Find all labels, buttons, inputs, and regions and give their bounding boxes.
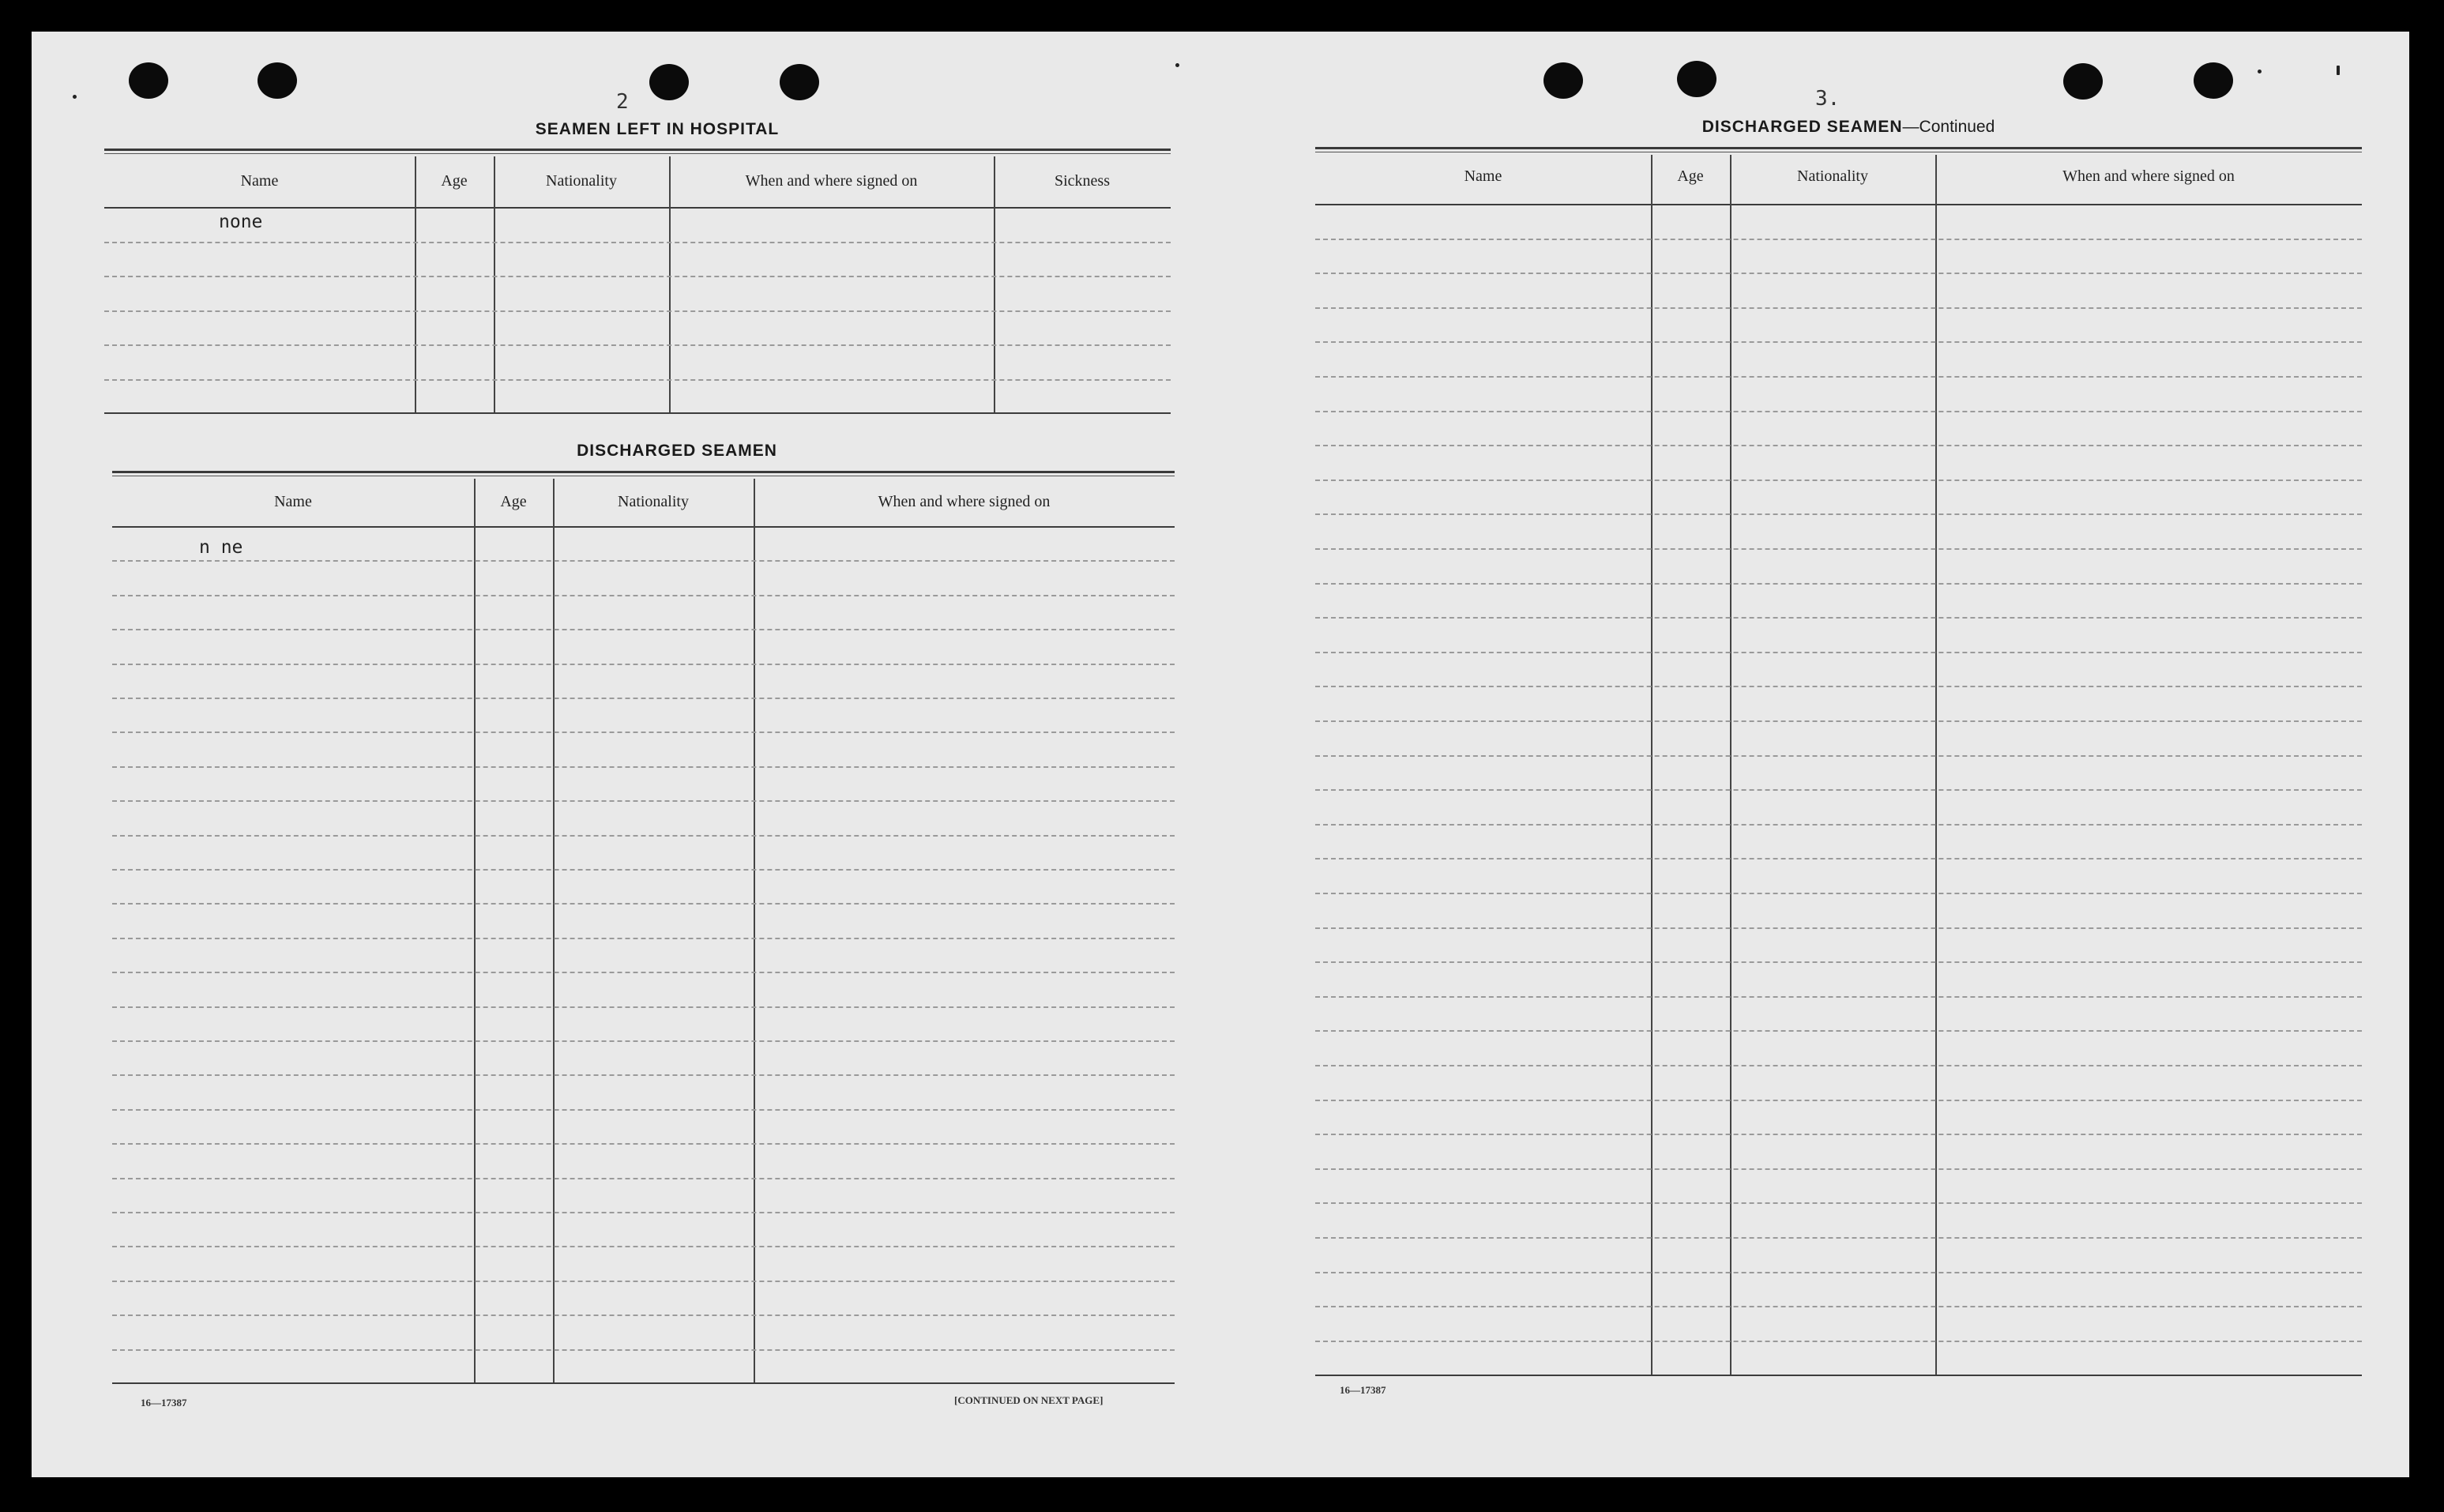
header-rule	[104, 207, 1171, 209]
row-rule	[1315, 1237, 2362, 1239]
row-rule	[1315, 652, 2362, 653]
title-rule	[104, 149, 1171, 154]
column-header: When and where signed on	[745, 172, 918, 190]
speck	[73, 95, 77, 99]
row-rule	[112, 1212, 1175, 1213]
row-rule	[1315, 480, 2362, 481]
row-rule	[1315, 824, 2362, 826]
row-rule	[112, 766, 1175, 768]
row-rule	[1315, 927, 2362, 929]
row-rule	[112, 698, 1175, 699]
row-rule	[1315, 376, 2362, 378]
section-title-text: DISCHARGED SEAMEN	[1701, 118, 1903, 136]
column-header: Name	[1464, 167, 1502, 185]
column-divider	[1730, 155, 1731, 1375]
column-header: When and where signed on	[2062, 167, 2235, 185]
column-header: When and where signed on	[878, 493, 1051, 510]
column-header: Sickness	[1055, 172, 1110, 190]
header-rule	[112, 526, 1175, 528]
row-rule	[1315, 720, 2362, 722]
row-rule	[104, 379, 1171, 381]
row-rule	[1315, 239, 2362, 240]
row-rule	[1315, 1306, 2362, 1307]
row-rule	[112, 1040, 1175, 1042]
row-rule	[112, 903, 1175, 905]
bottom-rule	[112, 1382, 1175, 1384]
row-rule	[112, 629, 1175, 630]
form-number: 16—17387	[141, 1397, 187, 1409]
column-header: Name	[240, 172, 279, 190]
column-header: Nationality	[1797, 167, 1868, 185]
row-rule	[1315, 686, 2362, 687]
row-rule	[112, 1006, 1175, 1008]
form-number: 16—17387	[1340, 1384, 1386, 1396]
speck	[2337, 66, 2340, 75]
column-divider	[415, 156, 416, 412]
row-rule	[1315, 411, 2362, 412]
row-rule	[1315, 1065, 2362, 1066]
bottom-rule	[1315, 1375, 2362, 1376]
speck	[1175, 63, 1179, 67]
title-rule	[112, 471, 1175, 476]
speck	[2258, 70, 2262, 73]
row-rule	[1315, 273, 2362, 274]
row-rule	[112, 800, 1175, 802]
punch-hole	[780, 64, 819, 100]
row-rule	[1315, 1134, 2362, 1135]
column-divider	[994, 156, 995, 412]
column-header: Age	[441, 172, 468, 190]
section-title-suffix: —Continued	[1902, 118, 1995, 136]
page-number: 2	[616, 90, 629, 114]
punch-hole	[649, 64, 689, 100]
row-rule	[1315, 1168, 2362, 1170]
row-rule	[112, 1281, 1175, 1282]
row-rule	[1315, 1030, 2362, 1032]
row-rule	[112, 732, 1175, 733]
punch-hole	[2063, 63, 2103, 100]
column-header: Name	[274, 493, 312, 510]
row-rule	[104, 310, 1171, 312]
row-rule	[112, 1349, 1175, 1351]
section-title-discharged-continued	[1611, 118, 2085, 137]
punch-hole	[1677, 61, 1716, 97]
row-rule	[1315, 583, 2362, 585]
section-title-discharged: DISCHARGED SEAMEN	[577, 442, 777, 460]
row-rule	[112, 869, 1175, 871]
row-rule	[112, 560, 1175, 562]
row-rule	[104, 242, 1171, 243]
row-rule	[1315, 893, 2362, 894]
punch-hole	[129, 62, 168, 99]
row-rule	[104, 344, 1171, 346]
column-divider	[494, 156, 495, 412]
title-rule	[1315, 147, 2362, 152]
row-rule	[1315, 307, 2362, 309]
column-divider	[1651, 155, 1653, 1375]
row-rule	[112, 1109, 1175, 1111]
row-rule	[112, 664, 1175, 665]
row-rule	[112, 1143, 1175, 1145]
row-rule	[112, 595, 1175, 596]
row-rule	[112, 972, 1175, 973]
column-divider	[1935, 155, 1937, 1375]
row-rule	[112, 1074, 1175, 1076]
row-rule	[112, 835, 1175, 837]
continued-note: [CONTINUED ON NEXT PAGE]	[954, 1394, 1104, 1406]
row-rule	[1315, 1272, 2362, 1273]
row-rule	[1315, 548, 2362, 550]
row-rule	[112, 1315, 1175, 1316]
row-rule	[112, 1246, 1175, 1247]
punch-hole	[1543, 62, 1583, 99]
row-rule	[1315, 961, 2362, 963]
row-rule	[1315, 617, 2362, 619]
row-rule	[1315, 1341, 2362, 1342]
row-rule	[1315, 755, 2362, 757]
row-rule	[1315, 1100, 2362, 1101]
header-rule	[1315, 204, 2362, 205]
punch-hole	[2194, 62, 2233, 99]
row-rule	[1315, 1202, 2362, 1204]
row-rule	[112, 938, 1175, 939]
page-number: 3.	[1815, 87, 1841, 111]
column-header: Age	[1677, 167, 1704, 185]
section-title-hospital: SEAMEN LEFT IN HOSPITAL	[535, 120, 780, 138]
column-header: Nationality	[618, 493, 689, 510]
bottom-rule	[104, 412, 1171, 414]
column-header: Nationality	[546, 172, 617, 190]
row-rule	[1315, 341, 2362, 343]
column-divider	[669, 156, 671, 412]
name-entry: n ne	[199, 537, 243, 558]
punch-hole	[258, 62, 297, 99]
document-sheet	[32, 32, 2409, 1477]
row-rule	[112, 1178, 1175, 1179]
row-rule	[1315, 858, 2362, 859]
row-rule	[1315, 996, 2362, 998]
row-rule	[1315, 789, 2362, 791]
row-rule	[104, 276, 1171, 277]
row-rule	[1315, 513, 2362, 515]
row-rule	[1315, 445, 2362, 446]
column-header: Age	[500, 493, 527, 510]
name-entry: none	[219, 212, 263, 232]
